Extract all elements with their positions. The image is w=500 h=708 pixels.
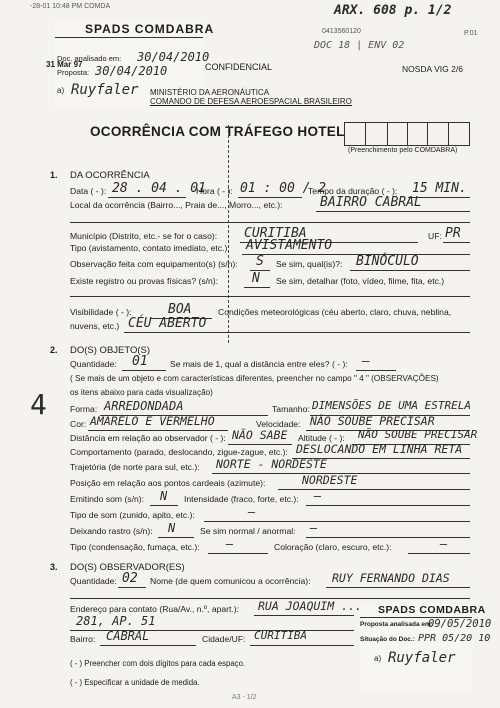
- bottom-stamp-line2-value: PPR 05/20 10: [418, 633, 491, 644]
- top-stamp-signature: Ruyfaler: [71, 82, 139, 98]
- duracao-label: Tempo da duração ( - ):: [308, 186, 398, 196]
- registro-value: N: [252, 271, 260, 286]
- local-underline-2: [70, 222, 470, 223]
- trajetoria-value: NORTE - NORDESTE: [216, 457, 327, 471]
- box-divider: [387, 123, 388, 145]
- registro-detail: Se sim, detalhar (foto, vídeo, filme, fita, etc.): [276, 276, 445, 286]
- rastro-underline: [158, 537, 194, 538]
- rastro-label: Deixando rastro (s/n):: [70, 526, 153, 536]
- page-title: OCORRÊNCIA COM TRÁFEGO HOTEL: [90, 124, 345, 139]
- bairro-label: Bairro:: [70, 634, 96, 644]
- nosda-label: NOSDA VIG 2/6: [402, 64, 463, 74]
- uf-label: UF:: [428, 231, 442, 241]
- equip-label: Se sim, qual(is)?:: [276, 259, 343, 269]
- distancia-q-label: Se mais de 1, qual a distância entre eles? ( - ):: [170, 359, 348, 369]
- equip-value: BINÓCULO: [356, 254, 419, 269]
- comdabra-boxes: [344, 122, 470, 146]
- preenchimento-note: (Preenchimento pelo COMDABRA): [348, 147, 458, 154]
- top-stamp-line2-value: 30/04/2010: [95, 64, 168, 78]
- archive-reference: ARX. 608 p. 1/2: [334, 3, 452, 18]
- registro-underline: [244, 287, 270, 288]
- som-underline: [150, 505, 178, 506]
- bottom-stamp-signature-prefix: a): [374, 654, 382, 663]
- box-divider: [407, 123, 408, 145]
- distancia-q-value: —: [362, 354, 370, 369]
- posicao-label: Posição em relação aos pontos cardeais (azimute):: [70, 478, 266, 488]
- tipo-rastro-value: —: [226, 537, 234, 551]
- uf-underline: [443, 242, 470, 243]
- local-label: Local da ocorrência (Bairro..., Praia de..., Morro..., etc.):: [70, 200, 283, 210]
- nota1: ( Se mais de um objeto e com características diferentes, preencher no campo " 4 " (OBSERVAÇÕES): [70, 374, 439, 383]
- bottom-stamp-line1-label: Proposta analisada em:: [360, 621, 433, 628]
- bottom-stamp-line1-value: 09/05/2010: [428, 618, 492, 630]
- duracao-value: 15 MIN.: [412, 181, 467, 196]
- bairro-underline: [100, 645, 196, 646]
- altitude-value: NÃO SOUBE PRECISAR: [358, 428, 478, 441]
- hora-label: Hora ( - ):: [196, 186, 233, 196]
- foot-note-1: ( - ) Preencher com dois dígitos para cada espaço.: [70, 659, 246, 668]
- condicoes-underline: [124, 332, 470, 333]
- observacao-value: S: [256, 254, 264, 269]
- velocidade-label: Velocidade:: [256, 419, 301, 429]
- box-divider: [427, 123, 428, 145]
- top-stamp-line2-label: Proposta:: [57, 68, 90, 77]
- forma-label: Forma:: [70, 404, 98, 414]
- uf-value: PR: [445, 226, 461, 241]
- cidade-label: Cidade/UF:: [202, 634, 246, 644]
- tipo-label: Tipo (avistamento, contato imediato, etc.):: [70, 243, 230, 253]
- quantidade-label: Quantidade:: [70, 359, 117, 369]
- fax-number: 0413560120: [322, 28, 361, 35]
- visibilidade-value: BOA: [168, 302, 192, 317]
- bottom-stamp-signature: Ruyfaler: [388, 650, 456, 666]
- endereco-label: Endereço para contato (Rua/Av., n.º, apart.):: [70, 604, 240, 614]
- forma-value: ARREDONDADA: [104, 399, 184, 413]
- data-underline: [108, 197, 186, 198]
- visibilidade-label: Visibilidade ( - ):: [70, 307, 132, 317]
- top-stamp-line1-value: 30/04/2010: [137, 50, 210, 64]
- bairro-value: CABRAL: [106, 629, 150, 643]
- municipio-value: CURITIBA: [244, 226, 307, 241]
- tipo-rastro-label: Tipo (condensação, fumaça, etc.):: [70, 542, 200, 552]
- section2-number: 2.: [50, 345, 58, 355]
- fax-header-line: -28-01 10:48 PM COMDA: [30, 3, 111, 10]
- rastro-value: N: [168, 521, 176, 535]
- confidencial-label: CONFIDENCIAL: [205, 62, 273, 72]
- nome-value: RUY FERNANDO DIAS: [332, 571, 450, 585]
- command-label: COMANDO DE DEFESA AEROESPACIAL BRASILEIRO: [150, 97, 352, 106]
- comport-value: DESLOCANDO EM LINHA RETA: [296, 442, 463, 456]
- quantidade-underline: [122, 370, 166, 371]
- cor-underline: [88, 430, 228, 431]
- distancia-q-underline: [356, 370, 396, 371]
- local-value: BAIRRO CABRAL: [320, 195, 422, 210]
- section3-number: 3.: [50, 562, 58, 572]
- top-stamp-title: SPADS COMDABRA: [85, 22, 215, 36]
- nome-label: Nome (de quem comunicou a ocorrência):: [150, 576, 311, 586]
- data-value: 28 . 04 . 01: [112, 181, 206, 196]
- comport-label: Comportamento (parado, deslocando, zigue-zague, etc.):: [70, 447, 288, 457]
- box-divider: [365, 123, 366, 145]
- intensidade-label: Intensidade (fraco, forte, etc.):: [184, 494, 299, 504]
- condicoes-value: CÉU ABERTO: [128, 316, 207, 331]
- section1-number: 1.: [50, 170, 58, 180]
- coloracao-label: Coloração (claro, escuro, etc.):: [274, 542, 392, 552]
- cor-value: AMARELO E VERMELHO: [90, 414, 215, 428]
- endereco-underline: [254, 615, 354, 616]
- hora-underline: [238, 197, 302, 198]
- section2-title: DO(S) OBJETO(S): [70, 345, 151, 356]
- tipo-som-value: —: [248, 505, 256, 519]
- municipio-label: Município (Distrito, etc.- se for o caso):: [70, 231, 218, 241]
- endereco-value-2: 281, AP. 51: [76, 614, 156, 628]
- intensidade-value: —: [314, 489, 322, 503]
- data-label: Data ( - ):: [70, 186, 107, 196]
- date-note: 31 Mar 97: [46, 60, 83, 69]
- cidade-value: CURITIBA: [254, 629, 307, 642]
- top-stamp-rule: [55, 37, 203, 38]
- coloracao-underline: [408, 553, 470, 554]
- condicoes-label: Condições meteorológicas (céu aberto, claro, chuva, neblina,: [218, 307, 452, 317]
- tipo-som-underline: [204, 521, 470, 522]
- tipo-som-label: Tipo de som (zunido, apito, etc.):: [70, 510, 195, 520]
- rastro-sim-value: —: [310, 521, 318, 535]
- equip-underline: [350, 270, 470, 271]
- obs-quantidade-value: 02: [122, 571, 138, 586]
- bottom-stamp-title: SPADS COMDABRA: [378, 604, 486, 616]
- doc-reference: DOC 18 | ENV 02: [314, 40, 405, 51]
- section3-title: DO(S) OBSERVADOR(ES): [70, 562, 185, 573]
- velocidade-value: NÃO SOUBE PRECISAR: [310, 414, 435, 428]
- hora-value: 01 : 00 / 2: [240, 181, 327, 196]
- nome-underline: [326, 587, 470, 588]
- section1-title: DA OCORRÊNCIA: [70, 170, 150, 181]
- bottom-stamp: [360, 604, 492, 694]
- cor-label: Cor:: [70, 419, 87, 429]
- coloracao-value: —: [440, 537, 448, 551]
- page-footer: A3 - 1/2: [232, 694, 257, 701]
- foot-note-2: ( - ) Especificar a unidade de medida.: [70, 678, 200, 687]
- box-divider: [448, 123, 449, 145]
- rastro-sim-label: Se sim normal / anormal:: [200, 526, 296, 536]
- top-stamp-signature-prefix: a): [57, 86, 65, 95]
- trajetoria-label: Trajetória (de norte para sul, etc.):: [70, 462, 200, 472]
- tamanho-value: DIMENSÕES DE UMA ESTRELA: [312, 399, 471, 412]
- endereco-value: RUA JOAQUIM ...: [258, 599, 362, 613]
- bottom-stamp-line2-label: Situação do Doc.:: [360, 636, 415, 643]
- som-label: Emitindo som (s/n):: [70, 494, 145, 504]
- local-underline: [316, 211, 470, 212]
- som-value: N: [160, 489, 168, 503]
- registro-label: Existe registro ou provas físicas? (s/n):: [70, 276, 219, 286]
- top-stamp-line1-label: Doc. analisado em:: [57, 54, 122, 63]
- distobs-underline: [228, 444, 292, 445]
- nuvens-label: nuvens, etc.): [70, 321, 120, 331]
- nota2: os itens abaixo para cada visualização): [70, 388, 213, 397]
- tipo-rastro-underline: [208, 553, 268, 554]
- registro-underline-2: [70, 296, 470, 297]
- altitude-label: Altitude ( - ):: [298, 433, 345, 443]
- observacao-label: Observação feita com equipamento(s) (s/n):: [70, 259, 238, 269]
- distobs-label: Distância em relação ao observador ( - ):: [70, 433, 226, 443]
- obs-quantidade-label: Quantidade:: [70, 576, 117, 586]
- posicao-value: NORDESTE: [302, 473, 358, 487]
- posicao-underline: [278, 489, 470, 490]
- intensidade-underline: [306, 505, 470, 506]
- cidade-underline: [250, 645, 354, 646]
- tamanho-label: Tamanho:: [272, 404, 310, 414]
- ministry-label: MINISTÉRIO DA AERONÁUTICA: [150, 88, 270, 97]
- fax-page: P.01: [464, 30, 478, 37]
- side-mark: 4: [30, 388, 47, 421]
- distobs-value: NÃO SABE: [232, 428, 288, 442]
- obs-quantidade-underline: [118, 587, 146, 588]
- tipo-value: AVISTAMENTO: [246, 238, 333, 253]
- quantidade-value: 01: [132, 354, 148, 369]
